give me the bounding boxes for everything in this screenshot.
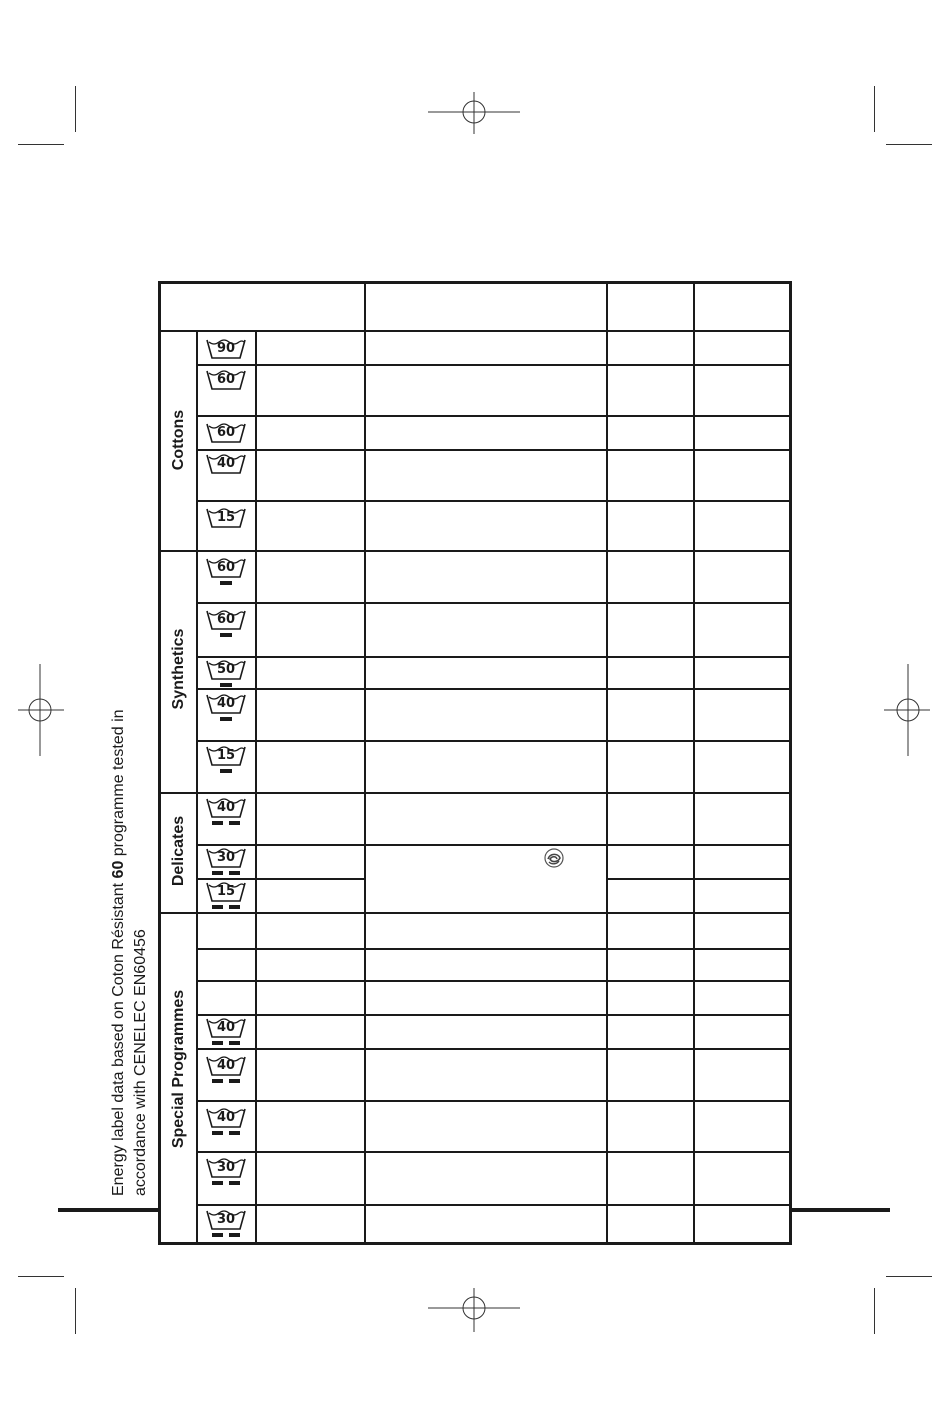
wash-symbol-60-icon bbox=[206, 421, 246, 451]
wash-temperature-label: 60 bbox=[216, 425, 236, 440]
wash-temperature-label: 60 bbox=[216, 560, 236, 575]
page-rule-left bbox=[58, 1208, 158, 1212]
energy-label-footnote bbox=[108, 636, 152, 1196]
wash-symbol-60-icon bbox=[206, 608, 246, 638]
row-divider bbox=[196, 980, 789, 982]
wash-temperature-label: 30 bbox=[216, 1212, 236, 1227]
row-divider bbox=[196, 948, 789, 950]
wash-temperature-label: 40 bbox=[216, 800, 236, 815]
registration-mark-right-icon bbox=[884, 664, 930, 756]
row-divider bbox=[196, 688, 789, 690]
wash-temperature-label: 60 bbox=[216, 372, 236, 387]
wash-symbol-30-icon bbox=[206, 846, 246, 876]
page-rule-right bbox=[792, 1208, 890, 1212]
wash-symbol-40-icon bbox=[206, 452, 246, 482]
wash-symbol-30-icon bbox=[206, 1156, 246, 1186]
wash-symbol-60-icon bbox=[206, 368, 246, 398]
row-divider bbox=[196, 1151, 789, 1153]
registration-mark-top-icon bbox=[428, 92, 520, 138]
wool-mark-icon bbox=[543, 847, 565, 869]
category-divider-special bbox=[161, 912, 789, 914]
wash-symbol-40-icon bbox=[206, 1106, 246, 1136]
row-divider bbox=[196, 602, 789, 604]
footnote-line-2: accordance with CENELEC EN60456 bbox=[132, 929, 149, 1196]
wash-symbol-40-icon bbox=[206, 1016, 246, 1046]
footnote-line-1: Energy label data based on Coton Résistant 60 programme tested in bbox=[110, 709, 127, 1196]
col-divider-3 bbox=[693, 284, 695, 1242]
row-divider bbox=[196, 415, 789, 417]
category-divider-delicates bbox=[161, 792, 789, 794]
row-divider-partial bbox=[606, 878, 789, 880]
wash-temperature-label: 15 bbox=[216, 510, 236, 525]
col-divider-category bbox=[196, 330, 198, 1242]
wash-temperature-label: 60 bbox=[216, 612, 236, 627]
wash-temperature-label: 15 bbox=[216, 884, 236, 899]
wash-symbol-30-icon bbox=[206, 1208, 246, 1238]
wash-temperature-label: 15 bbox=[216, 748, 236, 763]
wash-temperature-label: 30 bbox=[216, 850, 236, 865]
wash-symbol-90-icon bbox=[206, 337, 246, 367]
col-divider-symbol bbox=[255, 330, 257, 1242]
wash-temperature-label: 50 bbox=[216, 662, 236, 677]
wash-symbol-50-icon bbox=[206, 658, 246, 688]
row-divider bbox=[196, 1100, 789, 1102]
wash-temperature-label: 40 bbox=[216, 1058, 236, 1073]
row-divider bbox=[196, 740, 789, 742]
wash-temperature-label: 90 bbox=[216, 341, 236, 356]
wash-temperature-label: 40 bbox=[216, 696, 236, 711]
registration-mark-left-icon bbox=[18, 664, 64, 756]
category-divider-synthetics bbox=[161, 550, 789, 552]
row-divider bbox=[196, 1014, 789, 1016]
wash-symbol-15-icon bbox=[206, 744, 246, 774]
row-divider bbox=[196, 844, 789, 846]
wash-symbol-40-icon bbox=[206, 796, 246, 826]
row-divider bbox=[196, 449, 789, 451]
col-divider-1 bbox=[364, 284, 366, 1242]
row-divider bbox=[196, 1204, 789, 1206]
wash-temperature-label: 30 bbox=[216, 1160, 236, 1175]
wash-temperature-label: 40 bbox=[216, 1020, 236, 1035]
category-label-delicates: Delicates bbox=[170, 815, 187, 887]
wash-symbol-40-icon bbox=[206, 1054, 246, 1084]
wash-temperature-label: 40 bbox=[216, 1110, 236, 1125]
category-label-special-programmes: Special Programmes bbox=[170, 989, 187, 1149]
category-label-synthetics: Synthetics bbox=[170, 628, 187, 710]
registration-mark-bottom-icon bbox=[428, 1286, 520, 1332]
wash-symbol-40-icon bbox=[206, 692, 246, 722]
row-divider bbox=[196, 364, 789, 366]
wash-symbol-15-icon bbox=[206, 880, 246, 910]
wash-symbol-60-icon bbox=[206, 556, 246, 586]
programme-table bbox=[158, 281, 792, 1245]
wash-symbol-15-icon bbox=[206, 506, 246, 536]
row-divider bbox=[196, 1048, 789, 1050]
header-row-divider bbox=[161, 330, 789, 332]
row-divider bbox=[196, 656, 789, 658]
wash-temperature-label: 40 bbox=[216, 456, 236, 471]
category-label-cottons: Cottons bbox=[170, 409, 187, 471]
col-divider-2 bbox=[606, 284, 608, 1242]
row-divider bbox=[196, 500, 789, 502]
